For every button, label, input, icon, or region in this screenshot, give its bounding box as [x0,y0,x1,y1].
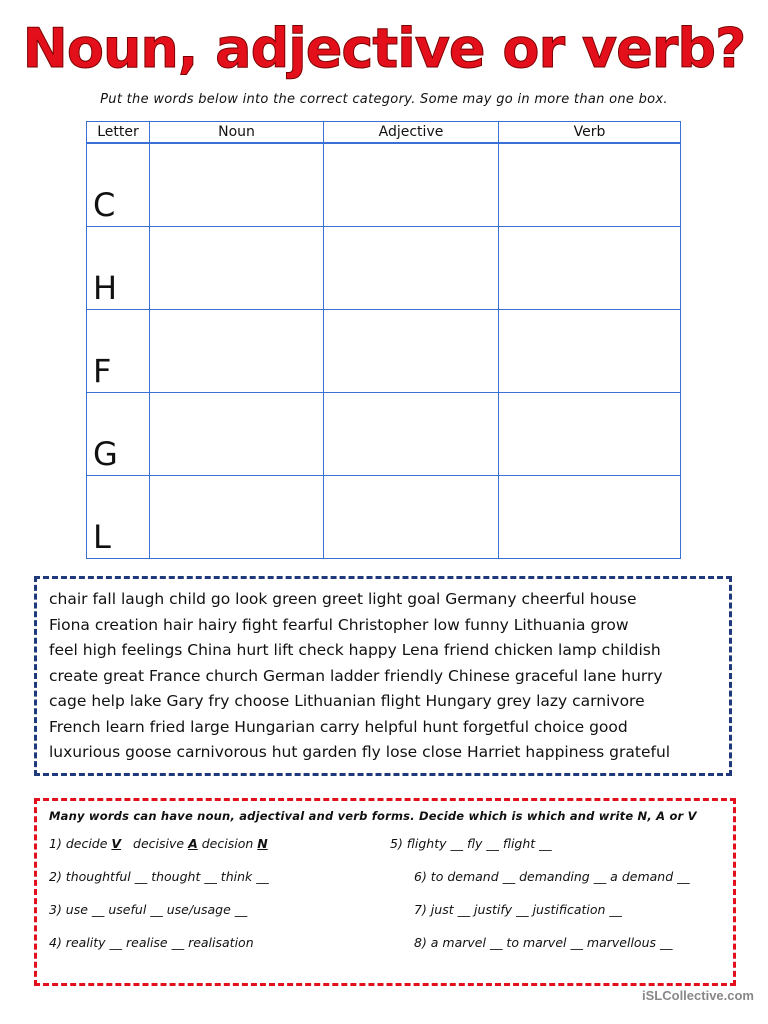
table-row [87,227,681,310]
site-watermark: iSLCollective.com [642,988,754,1003]
header-noun: Noun [150,122,324,144]
word-line: luxurious goose carnivorous hut garden fly lose close Harriet happiness grateful [49,743,671,761]
answer-blank[interactable]: V [111,836,122,851]
table-row [87,310,681,393]
exercise-item-8[interactable]: 8) a marvel __ to marvel __ marvellous __ [414,935,673,950]
table-row [87,393,681,476]
adjective-cell[interactable] [324,310,499,393]
noun-cell[interactable] [150,227,324,310]
table-row [87,476,681,559]
adjective-cell[interactable] [324,227,499,310]
verb-cell[interactable] [499,393,681,476]
adjective-cell[interactable] [324,143,499,227]
adjective-cell[interactable] [324,476,499,559]
verb-cell[interactable] [499,227,681,310]
category-table [86,121,681,559]
instructions: Put the words below into the correct category. Some may go in more than one box. [100,92,668,107]
forms-intro: Many words can have noun, adjectival and verb forms. Decide which is which and write N, A or V [49,809,697,823]
header-adjective: Adjective [324,122,499,144]
row-letter: L [87,476,150,559]
header-verb: Verb [499,122,681,144]
row-letter: F [87,310,150,393]
verb-cell[interactable] [499,143,681,227]
answer-blank[interactable]: A [188,836,198,851]
noun-cell[interactable] [150,476,324,559]
row-letter: H [87,227,150,310]
noun-cell[interactable] [150,143,324,227]
word-line: Fiona creation hair hairy fight fearful Christopher low funny Lithuania grow [49,615,629,634]
table-header-row [87,122,681,144]
exercise-item-4[interactable]: 4) reality __ realise __ realisation [49,935,254,950]
adjective-cell[interactable] [324,393,499,476]
word-line: French learn fried large Hungarian carry helpful hunt forgetful choice good [49,717,628,736]
noun-cell[interactable] [150,393,324,476]
exercise-item-3[interactable]: 3) use __ useful __ use/usage __ [49,902,248,917]
header-letter: Letter [87,122,150,144]
exercise-item-7[interactable]: 7) just __ justify __ justification __ [414,902,622,917]
verb-cell[interactable] [499,310,681,393]
word-bank [34,576,732,776]
word-line: create great France church German ladder friendly Chinese graceful lane hurry [49,666,663,685]
word-forms-exercise [34,798,736,986]
noun-cell[interactable] [150,310,324,393]
row-letter: G [87,393,150,476]
word-line: cage help lake Gary fry choose Lithuanian flight Hungary grey lazy carnivore [49,692,645,710]
verb-cell[interactable] [499,476,681,559]
exercise-item-6[interactable]: 6) to demand __ demanding __ a demand __ [414,869,690,884]
exercise-item-2[interactable]: 2) thoughtful __ thought __ think __ [49,869,269,884]
row-letter: C [87,143,150,227]
exercise-item-5[interactable]: 5) flighty __ fly __ flight __ [390,836,552,851]
worksheet-title: Noun, adjective or verb? [22,17,746,80]
word-line: chair fall laugh child go look green greet light goal Germany cheerful house [49,590,637,608]
exercise-item-1: 1) decide V decisive A decision N [49,836,268,851]
forms-grid [49,835,721,952]
table-row [87,143,681,227]
answer-blank[interactable]: N [257,836,268,851]
word-line: feel high feelings China hurt lift check happy Lena friend chicken lamp childish [49,641,661,659]
